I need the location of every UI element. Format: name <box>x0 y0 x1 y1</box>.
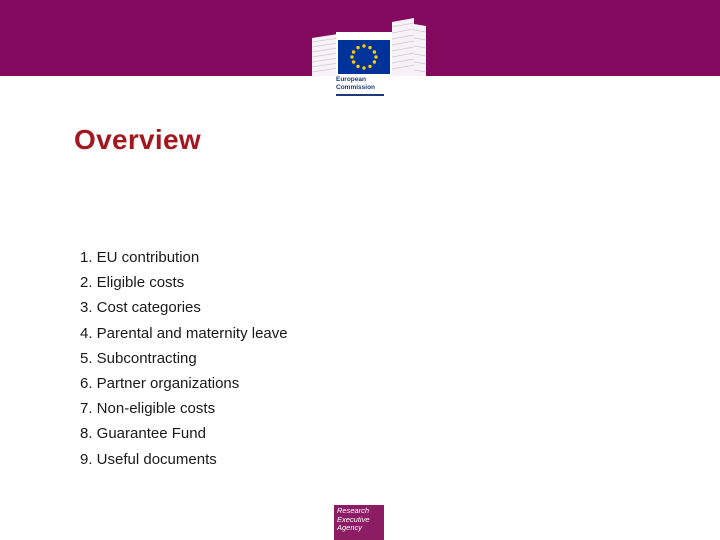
berlaymont-building-icon <box>310 16 428 76</box>
logo-line: European <box>336 76 366 83</box>
agenda-item: 2. Eligible costs <box>80 274 185 292</box>
slide-title: Overview <box>74 124 201 155</box>
agenda-item: 4. Parental and maternity leave <box>80 324 288 342</box>
agency-logo-line: Research <box>337 506 370 515</box>
agenda-item: 5. Subcontracting <box>80 349 197 367</box>
agenda-item: 8. Guarantee Fund <box>80 425 206 443</box>
logo-underline <box>336 94 384 96</box>
logo-line: Commission <box>336 84 376 91</box>
agency-logo-line: Executive <box>337 514 370 524</box>
agency-logo-line: Agency <box>337 523 363 532</box>
agenda-item: 6. Partner organizations <box>80 374 240 392</box>
agenda-item: 7. Non-eligible costs <box>80 400 216 418</box>
research-executive-agency-logo <box>334 505 384 540</box>
agenda-item: 9. Useful documents <box>80 450 217 468</box>
agenda-item: 1. EU contribution <box>80 249 200 266</box>
agenda-item: 3. Cost categories <box>80 299 201 317</box>
agenda-list <box>80 245 288 472</box>
